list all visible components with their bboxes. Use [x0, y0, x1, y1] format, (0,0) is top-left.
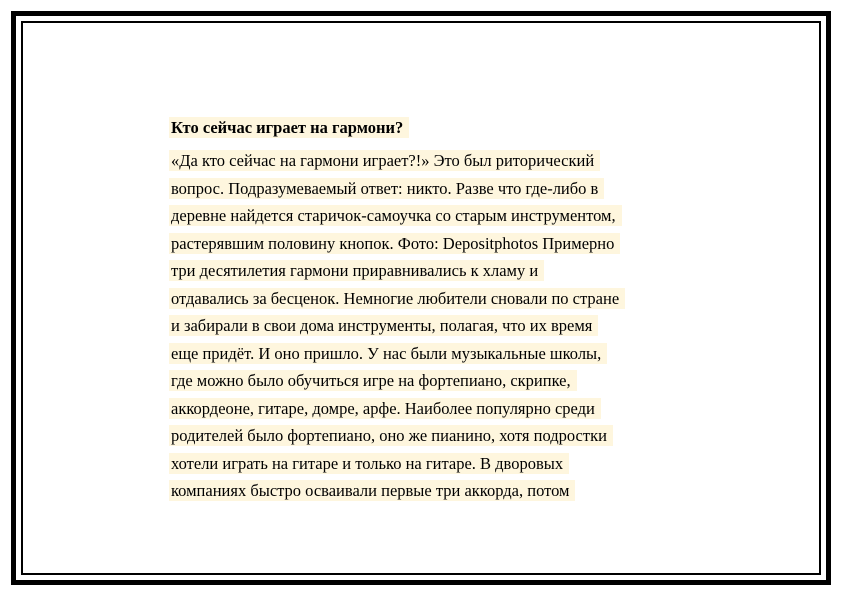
- body-line-text: аккордеоне, гитаре, домре, арфе. Наиболее популярно среди: [169, 398, 601, 419]
- body-line: [169, 395, 729, 423]
- body-line: [169, 147, 729, 175]
- body-line-text: деревне найдется старичок-самоучка со старым инструментом,: [169, 205, 622, 226]
- body-line: [169, 450, 729, 478]
- body-line-text: вопрос. Подразумеваемый ответ: никто. Разве что где-либо в: [169, 178, 604, 199]
- body-line: [169, 175, 729, 203]
- body-line-text: и забирали в свои дома инструменты, полагая, что их время: [169, 315, 598, 336]
- body-line: [169, 257, 729, 285]
- body-line-text: «Да кто сейчас на гармони играет?!» Это был риторический: [169, 150, 600, 171]
- body-line-text: отдавались за бесценок. Немногие любители сновали по стране: [169, 288, 625, 309]
- body-line: [169, 367, 729, 395]
- text-content: [169, 116, 729, 505]
- body-line: [169, 285, 729, 313]
- body-line-text: где можно было обучиться игре на фортепиано, скрипке,: [169, 370, 577, 391]
- article-title-text: Кто сейчас играет на гармони?: [169, 117, 409, 138]
- article-title: [169, 116, 729, 139]
- body-line-text: компаниях быстро осваивали первые три аккорда, потом: [169, 480, 575, 501]
- article-body: [169, 147, 729, 505]
- body-line-text: растерявшим половину кнопок. Фото: Depositphotos Примерно: [169, 233, 620, 254]
- body-line: [169, 312, 729, 340]
- body-line: [169, 422, 729, 450]
- body-line-text: родителей было фортепиано, оно же пианино, хотя подростки: [169, 425, 613, 446]
- body-line-text: хотели играть на гитаре и только на гитаре. В дворовых: [169, 453, 569, 474]
- body-line: [169, 340, 729, 368]
- body-line: [169, 477, 729, 505]
- body-line: [169, 202, 729, 230]
- body-line-text: еще придёт. И оно пришло. У нас были музыкальные школы,: [169, 343, 607, 364]
- body-line-text: три десятилетия гармони приравнивались к хламу и: [169, 260, 544, 281]
- body-line: [169, 230, 729, 258]
